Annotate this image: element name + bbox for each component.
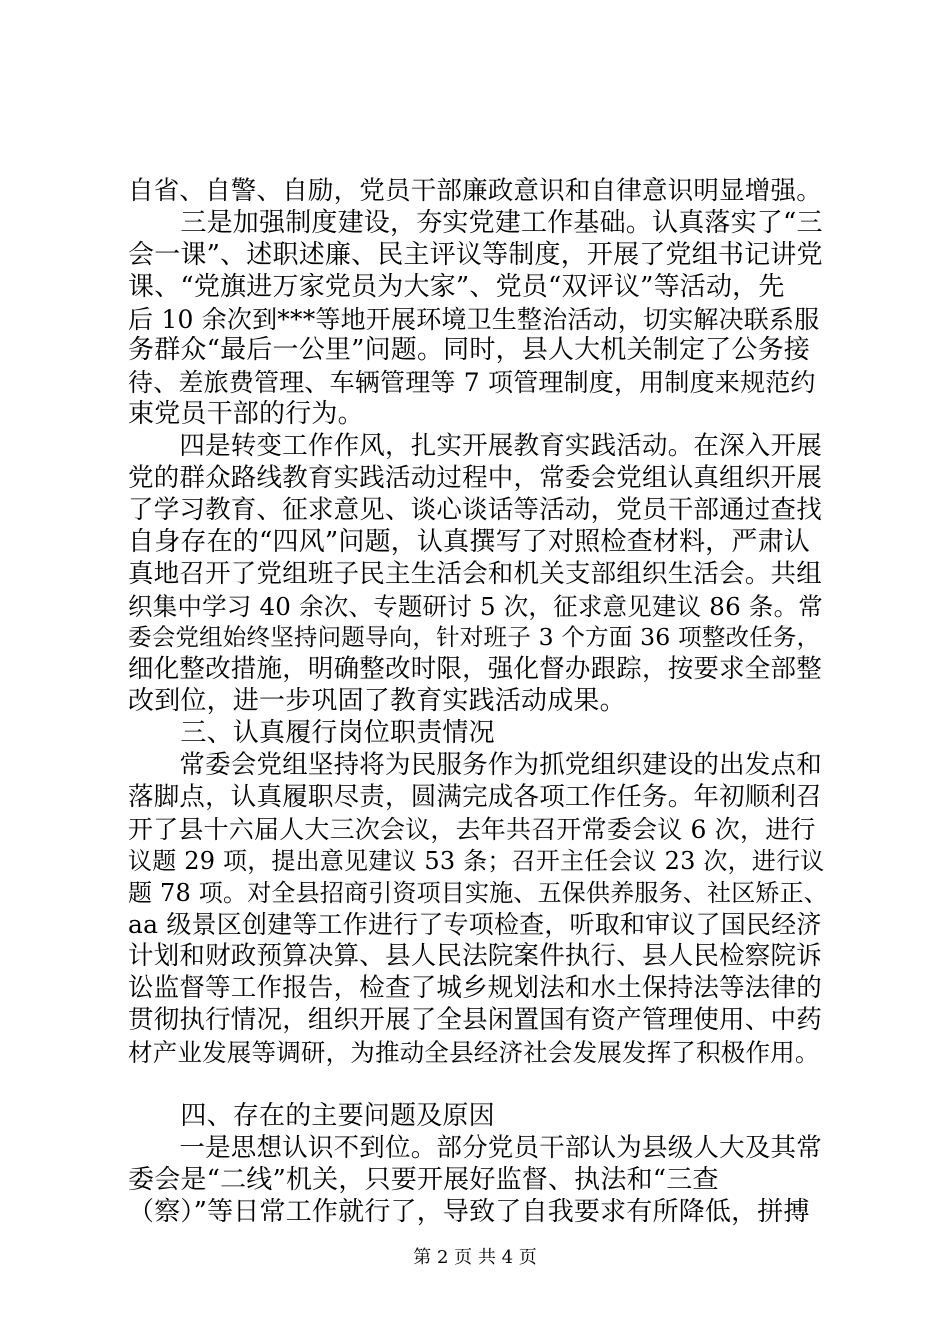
- text-line: 束党员干部的行为。: [128, 399, 364, 430]
- text-line: （察）”等日常工作就行了，导致了自我要求有所降低，拼搏: [128, 1196, 810, 1227]
- text-line: 材产业发展等调研，为推动全县经济社会发展发挥了积极作用。: [128, 1038, 820, 1068]
- text-line: 三是加强制度建设，夯实党建工作基础。认真落实了“三: [128, 207, 823, 238]
- text-line: 待、差旅费管理、车辆管理等 7 项管理制度，用制度来规范约: [128, 368, 816, 398]
- text-line: 题 78 项。对全县招商引资项目实施、五保供养服务、社区矫正、: [128, 878, 828, 907]
- text-line: 议题 29 项，提出意见建议 53 条；召开主任会议 23 次，进行议: [128, 846, 825, 875]
- text-line: 会一课”、述职述廉、民主评议等制度，开展了党组书记讲党: [128, 239, 823, 270]
- text-line: 务群众“最后一公里”问题。同时，县人大机关制定了公务接: [128, 335, 810, 366]
- text-line: aa 级景区创建等工作进行了专项检查，听取和审议了国民经济: [128, 910, 822, 940]
- text-line: 讼监督等工作报告，检查了城乡规划法和水土保持法等法律的: [128, 973, 822, 1004]
- text-line: 改到位，进一步巩固了教育实践活动成果。: [128, 686, 626, 717]
- text-line: 了学习教育、征求意见、谈心谈话等活动，党员干部通过查找: [128, 494, 822, 525]
- document-body: [128, 176, 828, 1228]
- section-heading: 四、存在的主要问题及原因: [128, 1100, 495, 1131]
- text-line: 落脚点，认真履职尽责，圆满完成各项工作任务。年初顺利召: [128, 781, 822, 812]
- text-line: 课、“党旗进万家党员为大家”、党员“双评议”等活动，先: [128, 271, 785, 302]
- text-line: 真地召开了党组班子民主生活会和机关支部组织生活会。共组: [128, 558, 822, 589]
- text-line: 委会党组始终坚持问题导向，针对班子 3 个方面 36 项整改任务，: [128, 623, 821, 652]
- text-line: 一是思想认识不到位。部分党员干部认为县级人大及其常: [128, 1132, 822, 1163]
- text-line: 自省、自警、自励，党员干部廉政意识和自律意识明显增强。: [128, 176, 822, 206]
- text-line: 委会是“二线”机关，只要开展好监督、执法和“三查: [128, 1164, 719, 1195]
- section-heading: 三、认真履行岗位职责情况: [128, 718, 495, 749]
- page-number-footer: 第 2 页 共 4 页: [413, 1247, 537, 1268]
- text-line: 织集中学习 40 余次、专题研讨 5 次，征求意见建议 86 条。常: [128, 591, 823, 621]
- text-line: 开了县十六届人大三次会议，去年共召开常委会议 6 次，进行: [128, 814, 816, 844]
- text-line: 常委会党组坚持将为民服务作为抓党组织建设的出发点和: [128, 750, 822, 781]
- text-line: 后 10 余次到***等地开展环境卫生整治活动，切实解决联系服: [128, 304, 820, 334]
- text-line: 贯彻执行情况，组织开展了全县闲置国有资产管理使用、中药: [128, 1005, 822, 1036]
- text-line: 细化整改措施，明确整改时限，强化督办跟踪，按要求全部整: [128, 654, 822, 685]
- blank-line: [128, 1069, 828, 1101]
- text-line: 自身存在的“四风”问题，认真撰写了对照检查材料，严肃认: [128, 526, 810, 557]
- text-line: 党的群众路线教育实践活动过程中，常委会党组认真组织开展: [128, 463, 822, 494]
- text-line: 四是转变工作作风，扎实开展教育实践活动。在深入开展: [128, 431, 822, 462]
- text-line: 计划和财政预算决算、县人民法院案件执行、县人民检察院诉: [128, 941, 822, 972]
